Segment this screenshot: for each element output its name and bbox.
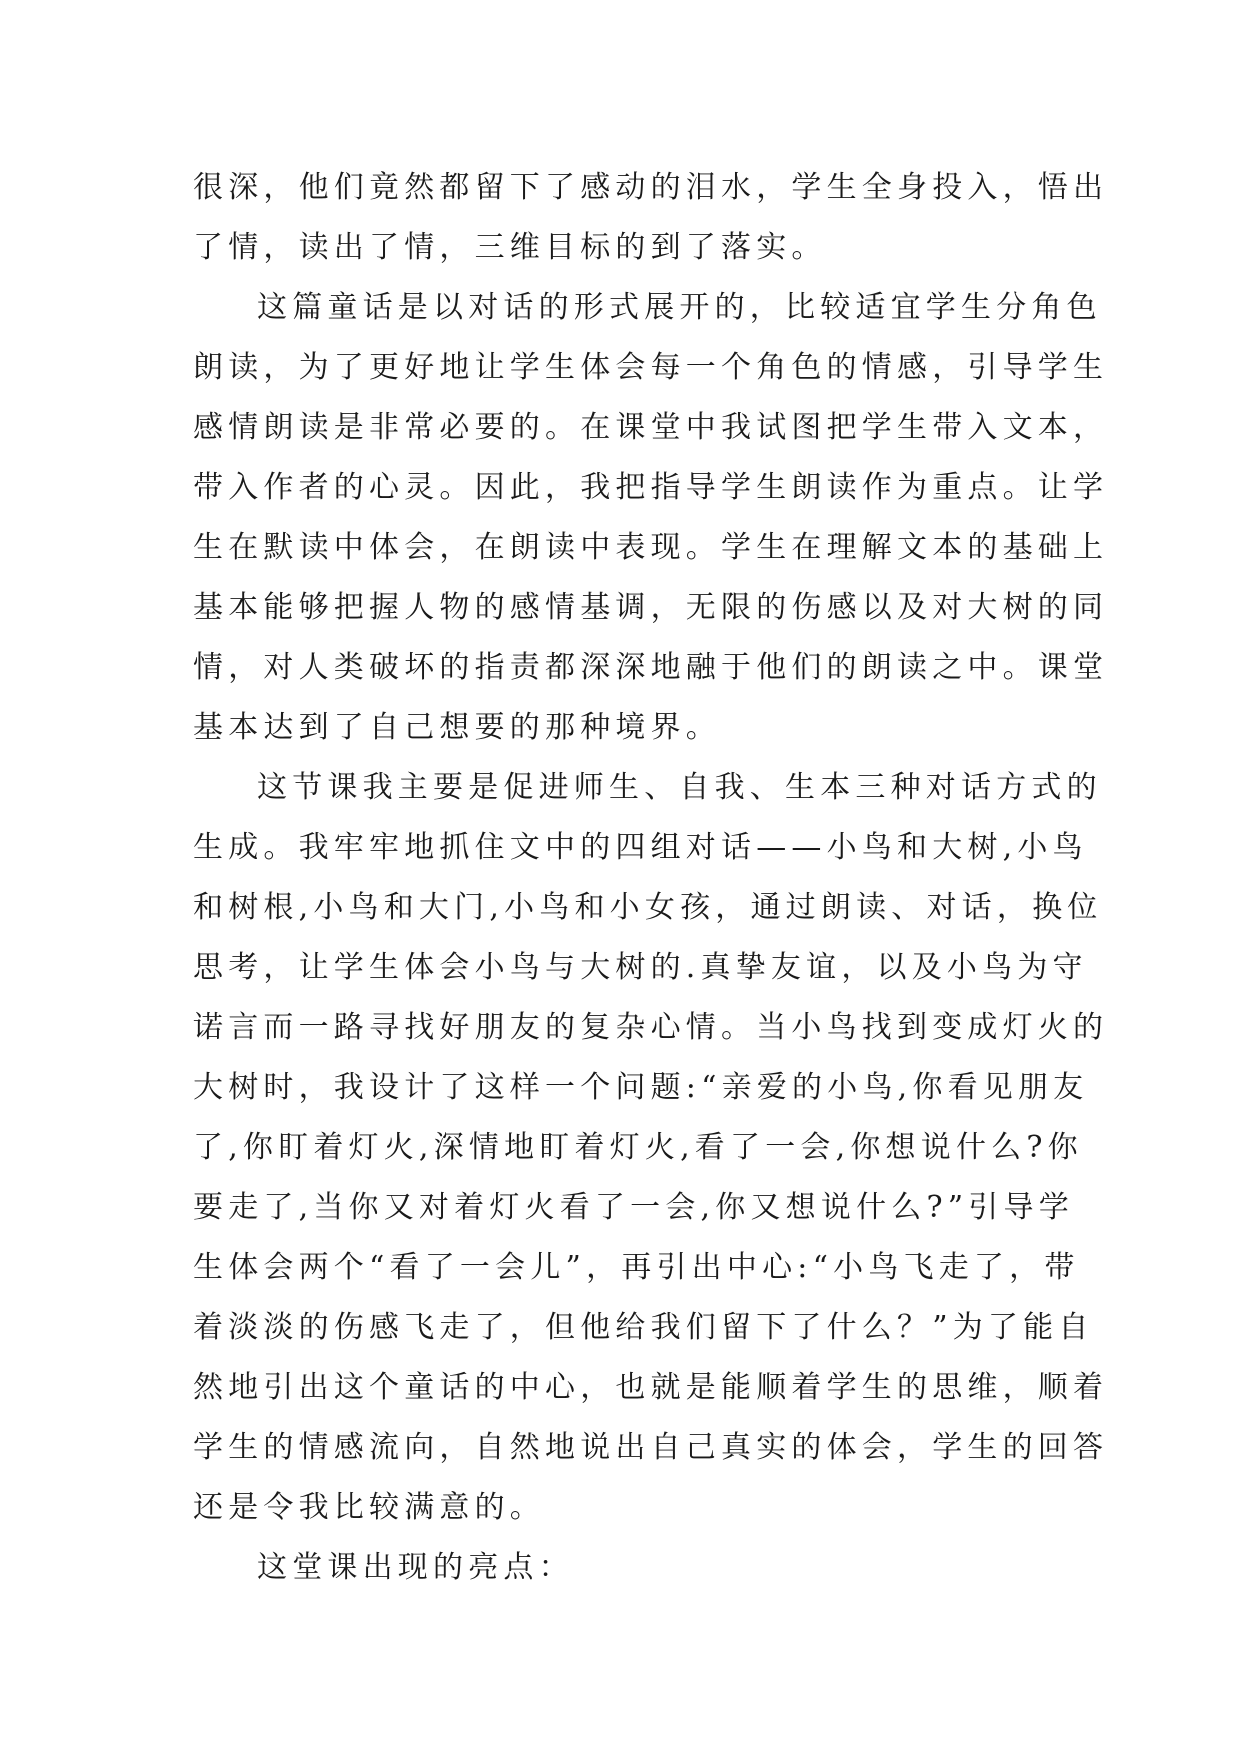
text-line: 还是令我比较满意的。 — [193, 1490, 545, 1525]
text-line: 朗读，为了更好地让学生体会每一个角色的情感，引导学生 — [193, 350, 1109, 385]
body-text — [193, 158, 1109, 1598]
text-line: 生在默读中体会，在朗读中表现。学生在理解文本的基础上 — [193, 530, 1109, 565]
text-line: 这篇童话是以对话的形式展开的，比较适宜学生分角色 — [257, 290, 1102, 325]
text-line: 和树根,小鸟和大门,小鸟和小女孩，通过朗读、对话，换位 — [193, 890, 1103, 925]
text-line: 生成。我牢牢地抓住文中的四组对话——小鸟和大树,小鸟 — [193, 830, 1088, 865]
text-line: 生体会两个“看了一会儿”，再引出中心:“小鸟飞走了，带 — [193, 1250, 1080, 1285]
text-line: 诺言而一路寻找好朋友的复杂心情。当小鸟找到变成灯火的 — [193, 1010, 1109, 1045]
text-line: 基本能够把握人物的感情基调，无限的伤感以及对大树的同 — [193, 590, 1109, 625]
text-line: 大树时，我设计了这样一个问题:“亲爱的小鸟,你看见朋友 — [193, 1070, 1089, 1105]
text-line: 情，对人类破坏的指责都深深地融于他们的朗读之中。课堂 — [193, 650, 1109, 685]
text-line: 然地引出这个童话的中心，也就是能顺着学生的思维，顺着 — [193, 1370, 1109, 1405]
text-line: 思考，让学生体会小鸟与大树的.真挚友谊，以及小鸟为守 — [193, 950, 1088, 985]
text-line: 着淡淡的伤感飞走了，但他给我们留下了什么？”为了能自 — [193, 1310, 1094, 1345]
text-line: 这堂课出现的亮点： — [257, 1550, 574, 1585]
text-line: 带入作者的心灵。因此，我把指导学生朗读作为重点。让学 — [193, 470, 1109, 505]
text-line: 这节课我主要是促进师生、自我、生本三种对话方式的 — [257, 770, 1102, 805]
text-line: 基本达到了自己想要的那种境界。 — [193, 710, 721, 745]
text-line: 学生的情感流向，自然地说出自己真实的体会，学生的回答 — [193, 1430, 1109, 1465]
text-line: 要走了,当你又对着灯火看了一会,你又想说什么?”引导学 — [193, 1190, 1074, 1225]
text-line: 感情朗读是非常必要的。在课堂中我试图把学生带入文本， — [193, 410, 1109, 445]
text-line: 很深，他们竟然都留下了感动的泪水，学生全身投入，悟出 — [193, 170, 1109, 205]
text-line: 了情，读出了情，三维目标的到了落实。 — [193, 230, 827, 265]
text-line: 了,你盯着灯火,深情地盯着灯火,看了一会,你想说什么?你 — [193, 1130, 1083, 1165]
